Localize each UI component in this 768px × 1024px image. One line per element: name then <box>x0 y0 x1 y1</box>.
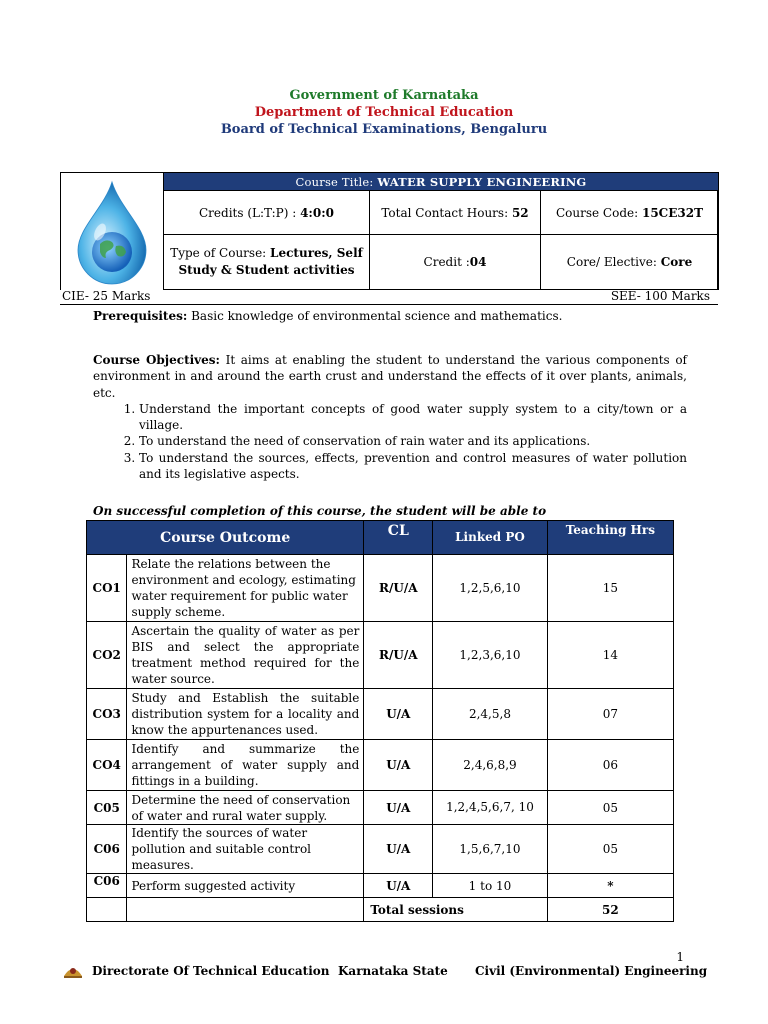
prerequisites <box>93 308 687 324</box>
co-linked-po: 1,2,3,6,10 <box>433 622 547 689</box>
table-row <box>87 622 674 689</box>
co-description: Perform suggested activity <box>127 874 364 898</box>
prerequisites-label: Prerequisites: <box>93 309 188 323</box>
course-type-value: Lectures, Self Study & Student activities <box>178 246 363 277</box>
header-government: Government of Karnataka <box>289 88 479 103</box>
total-row <box>87 898 674 922</box>
course-outcome-table <box>86 520 674 922</box>
credit-cell <box>370 235 541 290</box>
table-row <box>87 740 674 791</box>
header-linked-po: Linked PO <box>433 521 547 555</box>
course-title-label: Course Title: <box>295 174 378 189</box>
co-linked-po: 1,5,6,7,10 <box>433 825 547 874</box>
header-board: Board of Technical Examinations, Bengaluru <box>220 122 548 137</box>
see-marks: SEE- 100 Marks <box>610 289 710 303</box>
course-title-value: WATER SUPPLY ENGINEERING <box>377 174 587 189</box>
objective-item: 2. To understand the need of conservation of rain water and its applications. <box>139 433 687 449</box>
empty-cell <box>87 898 127 922</box>
table-row <box>87 689 674 740</box>
objectives-text: It aims at enabling the student to understand the various components of environment in and around the earth crust and understand the effects of it over plants, animals, etc. <box>93 353 687 400</box>
co-teaching-hrs: 07 <box>547 689 673 740</box>
course-code-value: 15CE32T <box>641 205 704 220</box>
contact-hours-label: Total Contact Hours: <box>381 205 512 220</box>
course-type-cell <box>164 235 370 290</box>
empty-cell <box>127 898 364 922</box>
table-row <box>87 825 674 874</box>
co-description: Identify and summarize the arrangement of water supply and fittings in a building. <box>127 740 364 791</box>
total-sessions-label: Total sessions <box>364 898 547 922</box>
table-row <box>87 874 674 898</box>
header-teaching-hrs: Teaching Hrs <box>547 521 673 555</box>
co-description: Relate the relations between the environment and ecology, estimating water requirement for public water supply scheme. <box>127 555 364 622</box>
emblem-icon <box>62 962 84 980</box>
co-cl: U/A <box>364 791 433 825</box>
core-elective-cell <box>541 235 719 290</box>
co-teaching-hrs: 14 <box>547 622 673 689</box>
header-course-outcome: Course Outcome <box>87 521 364 555</box>
co-description: Determine the need of conservation of water and rural water supply. <box>127 791 364 825</box>
credit-label: Credit : <box>423 255 470 269</box>
contact-hours-cell <box>370 191 541 235</box>
co-teaching-hrs: 05 <box>547 791 673 825</box>
co-id: C05 <box>87 791 127 825</box>
table-row <box>87 791 674 825</box>
co-cl: U/A <box>364 689 433 740</box>
course-objectives <box>93 352 687 482</box>
co-linked-po: 1,2,4,5,6,7, 10 <box>433 791 547 825</box>
co-linked-po: 1,2,5,6,10 <box>433 555 547 622</box>
header-department: Department of Technical Education <box>254 105 514 120</box>
course-title-cell <box>164 173 719 191</box>
page-number: 1 <box>676 950 684 964</box>
co-linked-po: 2,4,5,8 <box>433 689 547 740</box>
objectives-list <box>139 401 687 482</box>
co-description: Identify the sources of water pollution and suitable control measures. <box>127 825 364 874</box>
co-id: C06 <box>87 825 127 874</box>
cie-marks: CIE- 25 Marks <box>62 289 151 303</box>
co-teaching-hrs: 15 <box>547 555 673 622</box>
co-id: CO1 <box>87 555 127 622</box>
co-cl: R/U/A <box>364 622 433 689</box>
water-drop-globe-icon <box>72 180 152 286</box>
co-id: CO4 <box>87 740 127 791</box>
co-linked-po: 1 to 10 <box>433 874 547 898</box>
prerequisites-text: Basic knowledge of environmental science and mathematics. <box>187 309 563 323</box>
co-description: Study and Establish the suitable distribution system for a locality and know the appurtenances used. <box>127 689 364 740</box>
objective-item: 3. To understand the sources, effects, prevention and control measures of water pollution and its legislative aspects. <box>139 450 687 483</box>
core-elective-value: Core <box>660 255 693 269</box>
core-elective-label: Core/ Elective: <box>566 255 661 269</box>
objective-item: 1. Understand the important concepts of good water supply system to a city/town or a village. <box>139 401 687 434</box>
co-id: CO2 <box>87 622 127 689</box>
course-type-label: Type of Course: <box>170 246 271 260</box>
course-code-label: Course Code: <box>555 205 642 220</box>
credit-value: 04 <box>469 255 487 269</box>
footer-state: Karnataka State <box>338 964 448 978</box>
table-row <box>87 555 674 622</box>
footer-directorate: Directorate Of Technical Education <box>92 964 330 978</box>
credits-cell <box>164 191 370 235</box>
footer-branch: Civil (Environmental) Engineering <box>475 964 708 978</box>
co-cl: U/A <box>364 825 433 874</box>
co-description: Ascertain the quality of water as per BIS and select the appropriate treatment method required for the water source. <box>127 622 364 689</box>
co-teaching-hrs: 06 <box>547 740 673 791</box>
total-sessions-value: 52 <box>547 898 673 922</box>
co-linked-po: 2,4,6,8,9 <box>433 740 547 791</box>
co-cl: R/U/A <box>364 555 433 622</box>
course-info-table <box>163 172 719 290</box>
co-teaching-hrs: * <box>547 874 673 898</box>
co-id: C06 <box>87 874 127 898</box>
credits-value: 4:0:0 <box>300 205 334 220</box>
co-cl: U/A <box>364 874 433 898</box>
credits-label: Credits (L:T:P) : <box>199 205 301 220</box>
co-cl: U/A <box>364 740 433 791</box>
co-id: CO3 <box>87 689 127 740</box>
header-cl: CL <box>364 521 433 555</box>
marks-divider <box>60 304 718 305</box>
co-teaching-hrs: 05 <box>547 825 673 874</box>
outcome-intro: On successful completion of this course, the student will be able to <box>93 504 547 518</box>
objectives-label: Course Objectives: <box>93 353 220 367</box>
course-code-cell <box>541 191 719 235</box>
contact-hours-value: 52 <box>511 205 529 220</box>
